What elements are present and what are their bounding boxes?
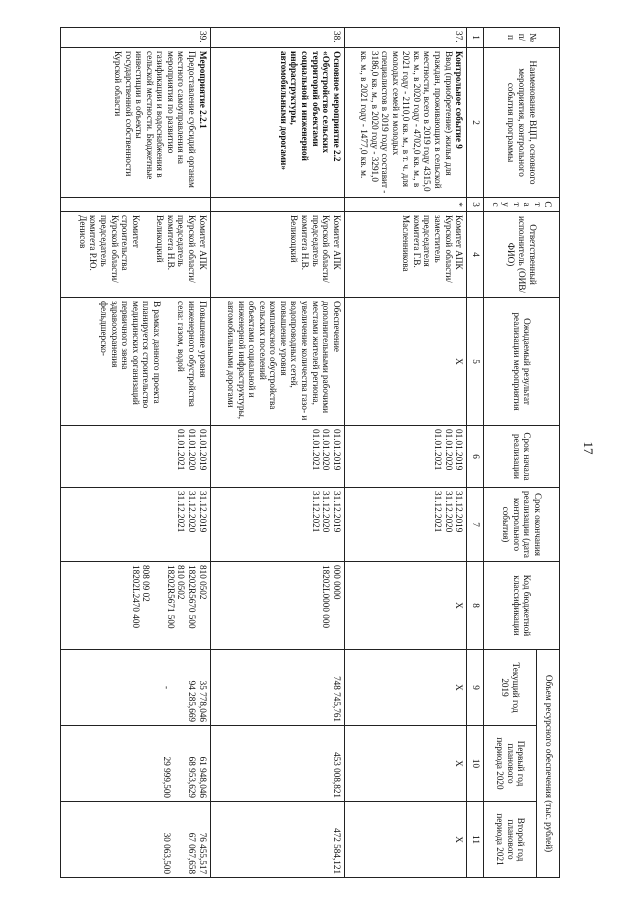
row-responsible — [61, 212, 211, 298]
col-number: 10 — [467, 726, 484, 802]
header-kbk: Код бюджетной классификации — [484, 562, 560, 650]
row-result: X — [344, 298, 466, 426]
col-number: 5 — [467, 298, 484, 426]
row-2020: X — [344, 726, 466, 802]
table-row — [344, 28, 466, 878]
row-responsible: Комитет АПК Курской области/председатель комитета Н.В. Великоцкий — [210, 212, 344, 298]
col-number: 3 — [467, 198, 484, 212]
col-number: 6 — [467, 426, 484, 488]
row-name-bold: Контрольное событие 9 — [454, 51, 465, 149]
value-b: 94 285,669 — [187, 680, 198, 722]
row-responsible: Комитет АПК Курской области/заместитель председателя комитета Г.В. Масленникова — [344, 212, 466, 298]
row-status: * — [344, 198, 466, 212]
row-kbk: X — [344, 562, 466, 650]
row-2019: X — [344, 650, 466, 726]
col-number: 9 — [467, 650, 484, 726]
column-numbers-row — [467, 28, 484, 878]
row-num: 38. — [210, 28, 344, 48]
row-name-text: Предоставление субсидий органам местного самоуправления на мероприятия по развитию газификации и водоснабжения в сельской местности. Бюджетные инвестиции в объекты государственной собственности Курской области — [112, 51, 198, 188]
col-number: 7 — [467, 488, 484, 562]
row-2021: X — [344, 802, 466, 878]
row-num: 37. — [344, 28, 466, 48]
page-number: 17 — [581, 441, 596, 455]
col-number: 4 — [467, 212, 484, 298]
header-responsible: Ответственный исполнитель (ОИВ/ФИО) — [484, 212, 560, 298]
value-c: 29 999,500 — [162, 756, 173, 798]
row-start: 01.01.2019 01.01.2020 01.01.2021 — [210, 426, 344, 488]
header-name: Наименование ВЦП, основного мероприятия, контрольного события программы — [484, 48, 560, 198]
row-start: 01.01.2019 01.01.2020 01.01.2021 — [344, 426, 466, 488]
row-result — [61, 298, 211, 426]
value-c: - — [162, 685, 173, 690]
row-status — [210, 198, 344, 212]
row-2019 — [61, 650, 211, 726]
value-b: 67 067,658 — [187, 832, 198, 875]
row-name-text: Ввод (приобретение) жилья для граждан, проживающих в сельской местности, всего в 2019 году 4315,0 кв. м., в 2020 году - 4702,0 кв. м., в 2021 году - 2110,0 кв. м., в т. ч. для молодых семей и молодых специалистов в 2019 году составит - 3186,0 кв. м., в 2020 году - 3291,0 кв. м., в 2021 году - 1477,0 кв. м. — [358, 51, 454, 194]
row-2020: 453 008,821 — [210, 726, 344, 802]
program-table — [60, 27, 560, 878]
col-number: 11 — [467, 802, 484, 878]
header-num: № п/ п — [484, 28, 560, 48]
col-number: 8 — [467, 562, 484, 650]
kbk-code-b: 810 0502 18202R5671 500 — [165, 565, 187, 629]
row-name-bold: Мероприятие 2.2.1 — [197, 51, 208, 129]
value-b: 68 953,629 — [187, 756, 198, 798]
header-end: Срок окончания реализации (дата контрольного события) — [484, 488, 560, 562]
value-a: 61 948,046 — [197, 756, 208, 798]
row-name — [210, 48, 344, 198]
header-result: Ожидаемый результат реализации мероприятия — [484, 298, 560, 426]
col-number: 2 — [467, 48, 484, 198]
col-number: 1 — [467, 28, 484, 48]
responsible-construction: Комитет строительства Курской области/председатель комитета Р.Ю. Денисов — [77, 215, 141, 283]
result-medical: В рамках данного проекта планируется строительство медицинских организаций первичного звена здравоохранения фельдшерско- — [98, 301, 162, 409]
value-a: 76 455,517 — [197, 832, 208, 875]
row-name-bold: Основное мероприятие 2.2 «Обустройство сельских территорий объектами социальной и инженерной инфраструктуры, автомобильными дорогами» — [278, 51, 342, 170]
responsible-apk: Комитет АПК Курской области/председатель комитета Н.В. Великоцкий — [155, 215, 208, 283]
value-a: 35 778,046 — [197, 680, 208, 722]
row-name — [344, 48, 466, 198]
header-2019: Текущий год 2019 — [484, 650, 537, 726]
document-page — [60, 27, 638, 877]
header-2021: Второй год планового периода 2021 — [484, 802, 537, 878]
value-c: 30 063,500 — [162, 832, 173, 875]
result-gas-water: Повышение уровня инженерного обустройства села: газом, водой — [176, 301, 208, 407]
row-2020 — [61, 726, 211, 802]
kbk-code-c: 808 09 02 18202L2470 400 — [130, 565, 152, 629]
header-start: Срок начала реализации — [484, 426, 560, 488]
row-num: 39. — [61, 28, 211, 48]
row-start: 01.01.2019 01.01.2020 01.01.2021 — [61, 426, 211, 488]
row-kbk — [61, 562, 211, 650]
table-row — [210, 28, 344, 878]
row-name — [61, 48, 211, 198]
kbk-code-a: 810 0502 18202R5670 500 — [187, 565, 208, 629]
row-kbk: 000 0000 18202L0000 000 — [210, 562, 344, 650]
table-row — [61, 28, 211, 878]
row-2021 — [61, 802, 211, 878]
header-2020: Первый год планового периода 2020 — [484, 726, 537, 802]
row-2019: 748 745,761 — [210, 650, 344, 726]
row-end: 31.12.2019 31.12.2020 31.12.2021 — [61, 488, 211, 562]
header-status: С т а т у с — [484, 198, 560, 212]
row-2021: 472 584,121 — [210, 802, 344, 878]
header-volume-group: Объем ресурсного обеспечения (тыс. рублей) — [537, 650, 560, 878]
row-status — [61, 198, 211, 212]
row-result: Обеспечение дополнительными рабочими местами жителей региона, увеличение количества газо- и водопроводных сетей, повышение уровня комплексного обустройства сельских поселений объектами социальной и инженерной инфраструктуры, автомобильными дорогами — [210, 298, 344, 426]
row-end: 31.12.2019 31.12.2020 31.12.2021 — [344, 488, 466, 562]
header-row — [537, 28, 560, 878]
row-end: 31.12.2019 31.12.2020 31.12.2021 — [210, 488, 344, 562]
